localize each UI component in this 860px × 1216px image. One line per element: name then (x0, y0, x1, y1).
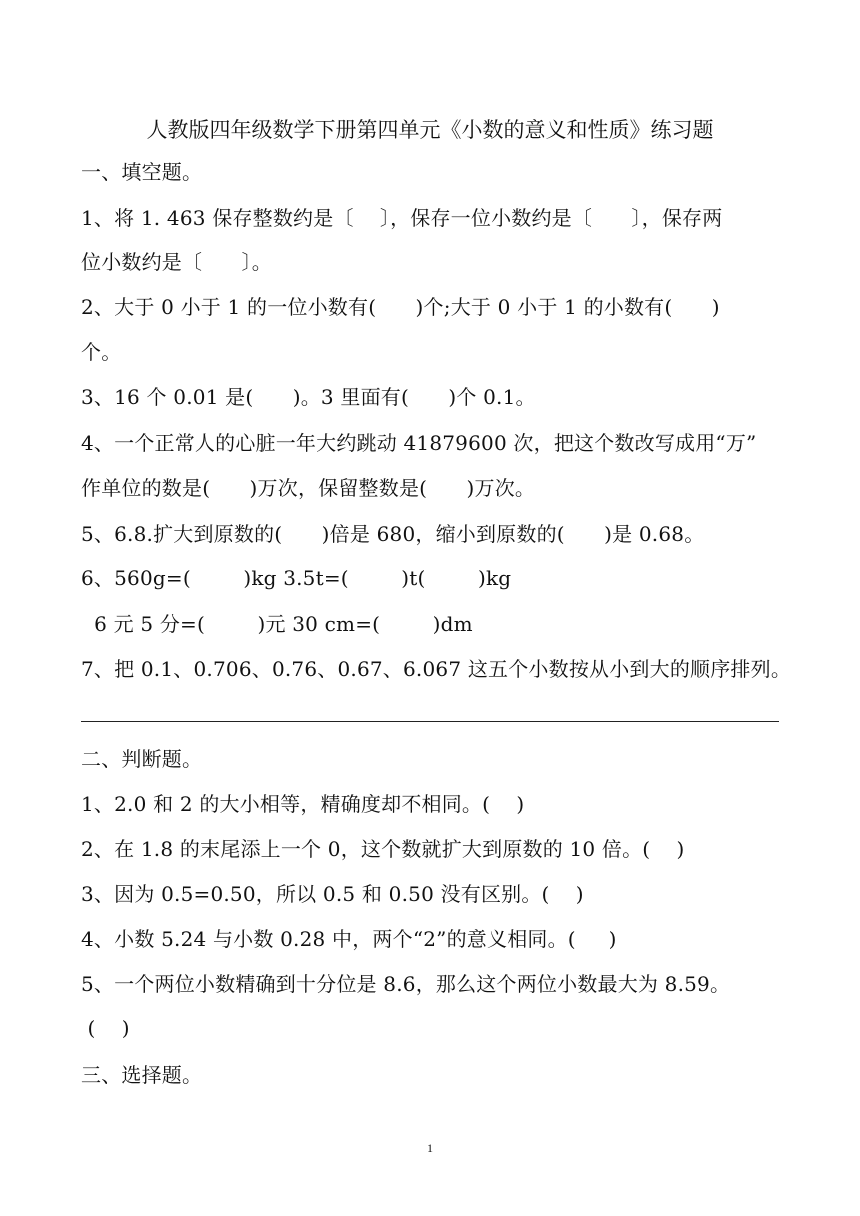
answer-line (81, 721, 779, 722)
judge-question-1: 1、2.0 和 2 的大小相等，精确度却不相同。( ) (81, 792, 525, 816)
section-heading-multiple-choice: 三、选择题。 (81, 1063, 203, 1087)
judge-question-4: 4、小数 5.24 与小数 0.28 中，两个“2”的意义相同。( ) (81, 927, 617, 951)
question-3: 3、16 个 0.01 是( )。3 里面有( )个 0.1。 (81, 385, 536, 409)
question-1-line-1: 1、将 1. 463 保存整数约是〔 〕，保存一位小数约是〔 〕，保存两 (81, 206, 723, 230)
question-2-line-2: 个。 (81, 340, 122, 364)
section-heading-true-false: 二、判断题。 (81, 747, 203, 771)
judge-question-5-line-2: ( ) (81, 1016, 130, 1040)
judge-question-5-line-1: 5、一个两位小数精确到十分位是 8.6，那么这个两位小数最大为 8.59。 (81, 972, 731, 996)
judge-question-3: 3、因为 0.5=0.50，所以 0.5 和 0.50 没有区别。( ) (81, 882, 584, 906)
question-6-line-1: 6、560g=( )kg 3.5t=( )t( )kg (81, 566, 512, 590)
page-number: 1 (427, 1141, 433, 1155)
question-4-line-1: 4、一个正常人的心脏一年大约跳动 41879600 次，把这个数改写成用“万” (81, 431, 757, 455)
page-title: 人教版四年级数学下册第四单元《小数的意义和性质》练习题 (146, 118, 714, 142)
question-5: 5、6.8.扩大到原数的( )倍是 680，缩小到原数的( )是 0.68。 (81, 522, 705, 546)
question-2-line-1: 2、大于 0 小于 1 的一位小数有( )个;大于 0 小于 1 的小数有( ) (81, 295, 720, 319)
question-6-line-2: 6 元 5 分=( )元 30 cm=( )dm (81, 612, 473, 636)
judge-question-2: 2、在 1.8 的末尾添上一个 0，这个数就扩大到原数的 10 倍。( ) (81, 837, 685, 861)
question-7: 7、把 0.1、0.706、0.76、0.67、6.067 这五个小数按从小到大的顺序排列。 (81, 657, 792, 681)
section-heading-fill-blank: 一、填空题。 (81, 160, 203, 184)
question-4-line-2: 作单位的数是( )万次，保留整数是( )万次。 (81, 476, 536, 500)
question-1-line-2: 位小数约是〔 〕。 (81, 250, 272, 274)
